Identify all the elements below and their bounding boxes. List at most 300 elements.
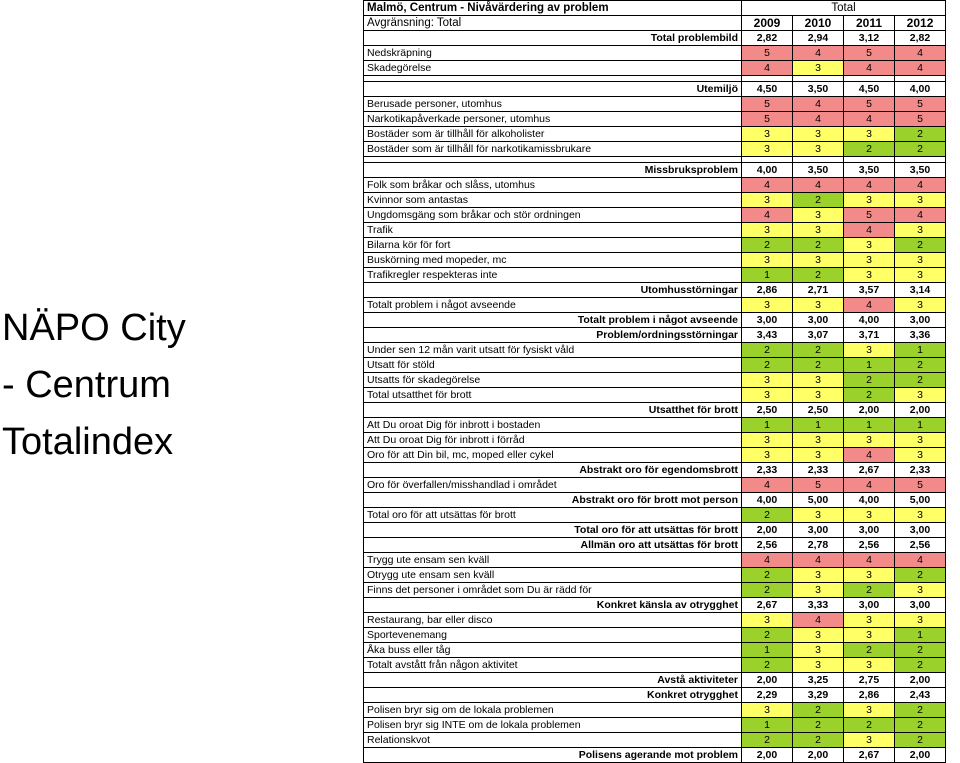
value-cell: 2	[793, 733, 844, 748]
value-cell: 5	[742, 97, 793, 112]
value-cell: 2	[793, 268, 844, 283]
summary-label: Abstrakt oro för egendomsbrott	[364, 463, 742, 478]
row-label: Skadegörelse	[364, 61, 742, 76]
value-cell: 3	[742, 127, 793, 142]
value-cell: 3	[895, 448, 946, 463]
summary-value-cell: 3,36	[895, 328, 946, 343]
value-cell: 3	[844, 508, 895, 523]
summary-row	[364, 493, 946, 508]
summary-value-cell: 3,33	[793, 598, 844, 613]
summary-value-cell: 2,00	[895, 748, 946, 763]
value-cell: 2	[742, 658, 793, 673]
value-cell: 5	[793, 478, 844, 493]
table-row	[364, 568, 946, 583]
value-cell: 2	[895, 568, 946, 583]
summary-row	[364, 163, 946, 178]
value-cell: 2	[742, 733, 793, 748]
total-group-label: Total	[742, 1, 946, 16]
summary-label: Konkret otrygghet	[364, 688, 742, 703]
value-cell: 3	[844, 193, 895, 208]
row-label: Oro för överfallen/misshandlad i området	[364, 478, 742, 493]
value-cell: 5	[844, 46, 895, 61]
table-row	[364, 628, 946, 643]
value-cell: 3	[895, 298, 946, 313]
summary-label: Total oro för att utsättas för brott	[364, 523, 742, 538]
summary-value-cell: 2,71	[793, 283, 844, 298]
summary-value-cell: 3,07	[793, 328, 844, 343]
summary-label: Total problembild	[364, 31, 742, 46]
table-row	[364, 298, 946, 313]
summary-value-cell: 3,14	[895, 283, 946, 298]
table-row	[364, 208, 946, 223]
value-cell: 3	[844, 733, 895, 748]
value-cell: 3	[793, 298, 844, 313]
value-cell: 2	[793, 718, 844, 733]
summary-value-cell: 2,00	[742, 523, 793, 538]
summary-value-cell: 3,12	[844, 31, 895, 46]
value-cell: 3	[793, 61, 844, 76]
summary-row	[364, 463, 946, 478]
value-cell: 3	[844, 433, 895, 448]
value-cell: 5	[742, 46, 793, 61]
summary-value-cell: 2,78	[793, 538, 844, 553]
value-cell: 1	[895, 343, 946, 358]
value-cell: 3	[742, 373, 793, 388]
summary-row	[364, 688, 946, 703]
summary-value-cell: 3,00	[844, 598, 895, 613]
summary-label: Polisens agerande mot problem	[364, 748, 742, 763]
value-cell: 3	[793, 643, 844, 658]
row-label: Bostäder som är tillhåll för alkoholister	[364, 127, 742, 142]
summary-label: Utomhusstörningar	[364, 283, 742, 298]
table-row	[364, 238, 946, 253]
summary-value-cell: 2,33	[793, 463, 844, 478]
value-cell: 2	[844, 718, 895, 733]
summary-value-cell: 4,50	[844, 82, 895, 97]
table-row	[364, 703, 946, 718]
value-cell: 3	[793, 208, 844, 223]
value-cell: 2	[895, 658, 946, 673]
row-label: Narkotikapåverkade personer, utomhus	[364, 112, 742, 127]
value-cell: 3	[844, 568, 895, 583]
summary-value-cell: 2,67	[844, 748, 895, 763]
value-cell: 3	[793, 433, 844, 448]
row-label: Relationskvot	[364, 733, 742, 748]
summary-row	[364, 673, 946, 688]
value-cell: 3	[844, 238, 895, 253]
row-label: Bostäder som är tillhåll för narkotikamissbrukare	[364, 142, 742, 157]
table-title: Malmö, Centrum - Nivåvärdering av problem	[364, 1, 742, 16]
value-cell: 3	[793, 658, 844, 673]
summary-value-cell: 3,50	[844, 163, 895, 178]
value-cell: 2	[895, 373, 946, 388]
table-row	[364, 478, 946, 493]
value-cell: 2	[793, 343, 844, 358]
summary-label: Allmän oro att utsättas för brott	[364, 538, 742, 553]
value-cell: 4	[793, 46, 844, 61]
value-cell: 3	[793, 253, 844, 268]
row-label: Sportevenemang	[364, 628, 742, 643]
year-header: 2012	[895, 16, 946, 31]
value-cell: 2	[844, 643, 895, 658]
row-label: Otrygg ute ensam sen kväll	[364, 568, 742, 583]
row-label: Oro för att Din bil, mc, moped eller cykel	[364, 448, 742, 463]
value-cell: 2	[895, 127, 946, 142]
summary-value-cell: 2,94	[793, 31, 844, 46]
table-row	[364, 223, 946, 238]
summary-row	[364, 748, 946, 763]
value-cell: 2	[895, 718, 946, 733]
value-cell: 2	[895, 142, 946, 157]
table-row	[364, 373, 946, 388]
table-row	[364, 46, 946, 61]
summary-value-cell: 3,00	[793, 313, 844, 328]
value-cell: 2	[742, 358, 793, 373]
table-year-row	[364, 16, 946, 31]
value-cell: 5	[742, 112, 793, 127]
table-row	[364, 343, 946, 358]
row-label: Folk som bråkar och slåss, utomhus	[364, 178, 742, 193]
table-body	[364, 1, 946, 763]
table-header-row	[364, 1, 946, 16]
value-cell: 5	[844, 208, 895, 223]
summary-value-cell: 4,00	[895, 82, 946, 97]
summary-value-cell: 2,00	[742, 673, 793, 688]
value-cell: 2	[793, 238, 844, 253]
summary-value-cell: 2,43	[895, 688, 946, 703]
value-cell: 3	[793, 373, 844, 388]
summary-label: Problem/ordningsstörningar	[364, 328, 742, 343]
year-header: 2010	[793, 16, 844, 31]
value-cell: 1	[742, 268, 793, 283]
value-cell: 2	[742, 238, 793, 253]
value-cell: 4	[895, 46, 946, 61]
summary-label: Missbruksproblem	[364, 163, 742, 178]
table-subtitle: Avgränsning: Total	[364, 16, 742, 31]
value-cell: 4	[844, 223, 895, 238]
summary-value-cell: 2,33	[895, 463, 946, 478]
value-cell: 2	[793, 703, 844, 718]
row-label: Berusade personer, utomhus	[364, 97, 742, 112]
table-row	[364, 253, 946, 268]
row-label: Trafik	[364, 223, 742, 238]
value-cell: 5	[895, 112, 946, 127]
table-row	[364, 658, 946, 673]
value-cell: 2	[742, 628, 793, 643]
value-cell: 3	[844, 127, 895, 142]
row-label: Polisen bryr sig om de lokala problemen	[364, 703, 742, 718]
row-label: Ungdomsgäng som bråkar och stör ordningen	[364, 208, 742, 223]
value-cell: 2	[793, 193, 844, 208]
table-row	[364, 433, 946, 448]
row-label: Polisen bryr sig INTE om de lokala problemen	[364, 718, 742, 733]
summary-value-cell: 2,82	[742, 31, 793, 46]
slide-title	[2, 300, 357, 471]
value-cell: 3	[895, 223, 946, 238]
value-cell: 3	[895, 613, 946, 628]
value-cell: 3	[793, 142, 844, 157]
value-cell: 1	[844, 418, 895, 433]
value-cell: 3	[793, 508, 844, 523]
summary-value-cell: 3,71	[844, 328, 895, 343]
value-cell: 5	[844, 97, 895, 112]
table-row	[364, 61, 946, 76]
row-label: Att Du oroat Dig för inbrott i förråd	[364, 433, 742, 448]
table-row	[364, 142, 946, 157]
value-cell: 3	[844, 613, 895, 628]
value-cell: 3	[793, 127, 844, 142]
value-cell: 2	[895, 643, 946, 658]
value-cell: 2	[895, 703, 946, 718]
value-cell: 2	[844, 373, 895, 388]
value-cell: 4	[742, 478, 793, 493]
value-cell: 2	[895, 358, 946, 373]
summary-row	[364, 538, 946, 553]
value-cell: 4	[793, 553, 844, 568]
row-label: Trafikregler respekteras inte	[364, 268, 742, 283]
value-cell: 5	[895, 478, 946, 493]
summary-value-cell: 3,50	[793, 82, 844, 97]
table-row	[364, 613, 946, 628]
value-cell: 3	[844, 268, 895, 283]
row-label: Kvinnor som antastas	[364, 193, 742, 208]
summary-row	[364, 523, 946, 538]
summary-value-cell: 3,43	[742, 328, 793, 343]
problem-level-table	[363, 0, 945, 763]
table-row	[364, 553, 946, 568]
slide-title-line-2: - Centrum	[2, 364, 171, 406]
summary-value-cell: 2,86	[844, 688, 895, 703]
summary-label: Totalt problem i något avseende	[364, 313, 742, 328]
value-cell: 4	[793, 97, 844, 112]
value-cell: 4	[793, 112, 844, 127]
summary-value-cell: 3,00	[895, 313, 946, 328]
summary-value-cell: 2,75	[844, 673, 895, 688]
table-row	[364, 643, 946, 658]
summary-row	[364, 598, 946, 613]
value-cell: 3	[793, 568, 844, 583]
summary-value-cell: 2,00	[895, 403, 946, 418]
value-cell: 2	[844, 388, 895, 403]
row-label: Finns det personer i området som Du är rädd för	[364, 583, 742, 598]
value-cell: 2	[793, 358, 844, 373]
value-cell: 4	[844, 553, 895, 568]
value-cell: 3	[844, 658, 895, 673]
summary-value-cell: 3,29	[793, 688, 844, 703]
value-cell: 3	[844, 253, 895, 268]
value-cell: 4	[742, 208, 793, 223]
table-row	[364, 733, 946, 748]
value-cell: 3	[742, 703, 793, 718]
summary-value-cell: 4,00	[742, 493, 793, 508]
summary-value-cell: 3,25	[793, 673, 844, 688]
value-cell: 3	[844, 343, 895, 358]
value-cell: 2	[844, 142, 895, 157]
value-cell: 3	[793, 628, 844, 643]
value-cell: 2	[742, 343, 793, 358]
table-row	[364, 508, 946, 523]
summary-row	[364, 31, 946, 46]
summary-row	[364, 82, 946, 97]
value-cell: 3	[844, 628, 895, 643]
value-cell: 4	[793, 613, 844, 628]
row-label: Åka buss eller tåg	[364, 643, 742, 658]
value-cell: 3	[742, 223, 793, 238]
summary-value-cell: 4,00	[742, 163, 793, 178]
value-cell: 3	[742, 253, 793, 268]
summary-value-cell: 3,00	[844, 523, 895, 538]
summary-value-cell: 3,00	[793, 523, 844, 538]
summary-value-cell: 3,57	[844, 283, 895, 298]
row-label: Att Du oroat Dig för inbrott i bostaden	[364, 418, 742, 433]
value-cell: 3	[895, 388, 946, 403]
summary-value-cell: 4,00	[844, 493, 895, 508]
summary-label: Abstrakt oro för brott mot person	[364, 493, 742, 508]
value-cell: 2	[742, 583, 793, 598]
value-cell: 1	[793, 418, 844, 433]
summary-value-cell: 2,56	[895, 538, 946, 553]
value-cell: 2	[742, 568, 793, 583]
summary-label: Avstå aktiviteter	[364, 673, 742, 688]
table-row	[364, 448, 946, 463]
value-cell: 3	[895, 253, 946, 268]
value-cell: 3	[742, 142, 793, 157]
summary-value-cell: 4,00	[844, 313, 895, 328]
value-cell: 3	[895, 508, 946, 523]
summary-value-cell: 3,00	[895, 523, 946, 538]
summary-value-cell: 3,00	[895, 598, 946, 613]
value-cell: 3	[895, 268, 946, 283]
summary-value-cell: 2,33	[742, 463, 793, 478]
value-cell: 4	[895, 553, 946, 568]
value-cell: 1	[895, 628, 946, 643]
value-cell: 2	[895, 733, 946, 748]
value-cell: 4	[844, 478, 895, 493]
value-cell: 4	[742, 61, 793, 76]
summary-value-cell: 5,00	[895, 493, 946, 508]
value-cell: 3	[895, 193, 946, 208]
value-cell: 4	[844, 112, 895, 127]
row-label: Total oro för att utsättas för brott	[364, 508, 742, 523]
summary-value-cell: 2,00	[793, 748, 844, 763]
row-label: Trygg ute ensam sen kväll	[364, 553, 742, 568]
summary-value-cell: 2,00	[844, 403, 895, 418]
table-row	[364, 178, 946, 193]
summary-value-cell: 2,50	[793, 403, 844, 418]
summary-value-cell: 2,82	[895, 31, 946, 46]
table-row	[364, 97, 946, 112]
row-label: Nedskräpning	[364, 46, 742, 61]
summary-value-cell: 2,00	[742, 748, 793, 763]
summary-row	[364, 403, 946, 418]
value-cell: 4	[742, 178, 793, 193]
value-cell: 3	[742, 433, 793, 448]
row-label: Buskörning med mopeder, mc	[364, 253, 742, 268]
value-cell: 4	[793, 178, 844, 193]
value-cell: 3	[742, 613, 793, 628]
row-label: Totalt avstått från någon aktivitet	[364, 658, 742, 673]
value-cell: 1	[844, 358, 895, 373]
value-cell: 3	[793, 448, 844, 463]
value-cell: 3	[793, 583, 844, 598]
summary-value-cell: 2,67	[844, 463, 895, 478]
value-cell: 3	[793, 388, 844, 403]
row-label: Under sen 12 mån varit utsatt för fysiskt våld	[364, 343, 742, 358]
value-cell: 4	[844, 298, 895, 313]
summary-value-cell: 2,50	[742, 403, 793, 418]
table-row	[364, 127, 946, 142]
summary-value-cell: 2,86	[742, 283, 793, 298]
summary-row	[364, 328, 946, 343]
value-cell: 3	[742, 193, 793, 208]
value-cell: 2	[742, 508, 793, 523]
value-cell: 3	[895, 433, 946, 448]
row-label: Restaurang, bar eller disco	[364, 613, 742, 628]
row-label: Totalt problem i något avseende	[364, 298, 742, 313]
value-cell: 4	[742, 553, 793, 568]
summary-value-cell: 2,29	[742, 688, 793, 703]
value-cell: 1	[742, 718, 793, 733]
value-cell: 4	[895, 208, 946, 223]
table-row	[364, 388, 946, 403]
summary-value-cell: 2,56	[742, 538, 793, 553]
value-cell: 3	[793, 223, 844, 238]
value-cell: 4	[895, 61, 946, 76]
value-cell: 4	[844, 448, 895, 463]
value-cell: 2	[844, 583, 895, 598]
value-cell: 5	[895, 97, 946, 112]
summary-value-cell: 3,50	[895, 163, 946, 178]
table-row	[364, 193, 946, 208]
table-row	[364, 268, 946, 283]
value-cell: 4	[895, 178, 946, 193]
slide-title-line-3: Totalindex	[2, 421, 174, 463]
slide-title-line-1: NÄPO City	[2, 307, 186, 349]
table-row	[364, 583, 946, 598]
summary-value-cell: 2,00	[895, 673, 946, 688]
value-cell: 3	[844, 703, 895, 718]
value-cell: 4	[844, 61, 895, 76]
row-label: Bilarna kör för fort	[364, 238, 742, 253]
value-cell: 4	[844, 178, 895, 193]
summary-value-cell: 3,00	[742, 313, 793, 328]
summary-label: Utsatthet för brott	[364, 403, 742, 418]
value-cell: 1	[895, 418, 946, 433]
value-cell: 1	[742, 643, 793, 658]
year-header: 2011	[844, 16, 895, 31]
summary-row	[364, 313, 946, 328]
row-label: Utsatt för stöld	[364, 358, 742, 373]
summary-row	[364, 283, 946, 298]
value-cell: 3	[742, 448, 793, 463]
summary-value-cell: 5,00	[793, 493, 844, 508]
summary-value-cell: 2,67	[742, 598, 793, 613]
value-cell: 2	[895, 238, 946, 253]
table-row	[364, 418, 946, 433]
value-cell: 3	[742, 298, 793, 313]
value-cell: 1	[742, 418, 793, 433]
table-row	[364, 112, 946, 127]
value-cell: 3	[895, 583, 946, 598]
summary-value-cell: 3,50	[793, 163, 844, 178]
table-row	[364, 718, 946, 733]
summary-value-cell: 2,56	[844, 538, 895, 553]
row-label: Total utsatthet för brott	[364, 388, 742, 403]
summary-label: Konkret känsla av otrygghet	[364, 598, 742, 613]
table-row	[364, 358, 946, 373]
row-label: Utsatts för skadegörelse	[364, 373, 742, 388]
summary-value-cell: 4,50	[742, 82, 793, 97]
